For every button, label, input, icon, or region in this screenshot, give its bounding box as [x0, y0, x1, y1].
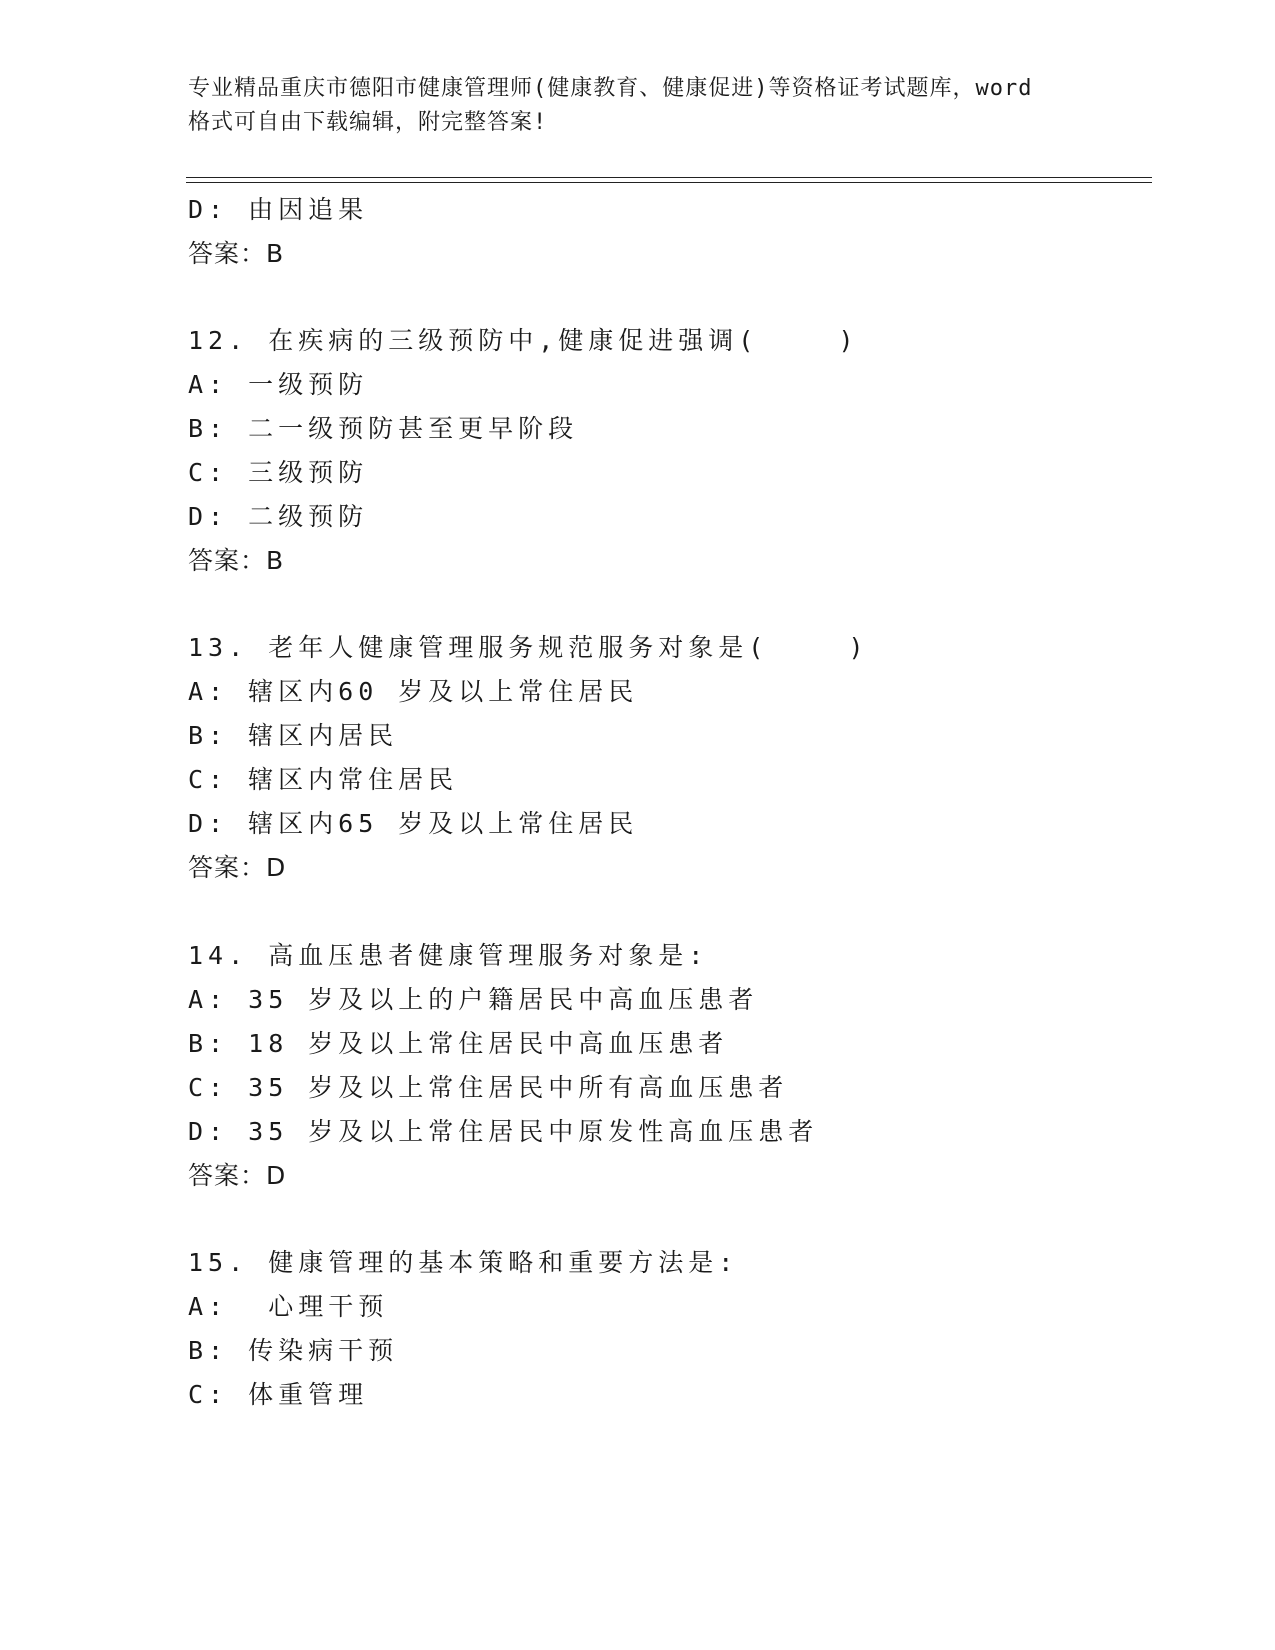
question-stem: 12. 在疾病的三级预防中,健康促进强调( ) — [188, 326, 859, 355]
option-c: C: 三级预防 — [188, 458, 369, 487]
question-stem: 14. 高血压患者健康管理服务对象是: — [188, 941, 709, 970]
option-a: A: 心理干预 — [188, 1292, 389, 1321]
document-header — [188, 72, 1088, 140]
answer: 答案：D — [188, 1161, 287, 1190]
option-c: C: 体重管理 — [188, 1380, 369, 1409]
header-divider-bottom — [186, 182, 1152, 183]
header-line-2: 格式可自由下载编辑，附完整答案! — [188, 110, 548, 135]
option-a: A: 辖区内60 岁及以上常住居民 — [188, 677, 639, 706]
header-line-1: 专业精品重庆市德阳市健康管理师(健康教育、健康促进)等资格证考试题库，word — [188, 76, 1033, 101]
answer: 答案：D — [188, 853, 287, 882]
option-c: C: 辖区内常住居民 — [188, 765, 459, 794]
prev-answer: 答案：B — [188, 239, 285, 268]
header-divider-top — [186, 177, 1152, 178]
option-d: D: 35 岁及以上常住居民中原发性高血压患者 — [188, 1117, 819, 1146]
option-a: A: 一级预防 — [188, 370, 369, 399]
option-b: B: 传染病干预 — [188, 1336, 399, 1365]
answer: 答案：B — [188, 546, 285, 575]
question-stem: 13. 老年人健康管理服务规范服务对象是( ) — [188, 633, 869, 662]
question-stem: 15. 健康管理的基本策略和重要方法是: — [188, 1248, 739, 1277]
option-b: B: 二一级预防甚至更早阶段 — [188, 414, 579, 443]
option-b: B: 18 岁及以上常住居民中高血压患者 — [188, 1029, 729, 1058]
option-d: D: 辖区内65 岁及以上常住居民 — [188, 809, 639, 838]
option-b: B: 辖区内居民 — [188, 721, 399, 750]
prev-option-d: D: 由因追果 — [188, 195, 369, 224]
option-d: D: 二级预防 — [188, 502, 369, 531]
option-c: C: 35 岁及以上常住居民中所有高血压患者 — [188, 1073, 789, 1102]
option-a: A: 35 岁及以上的户籍居民中高血压患者 — [188, 985, 759, 1014]
